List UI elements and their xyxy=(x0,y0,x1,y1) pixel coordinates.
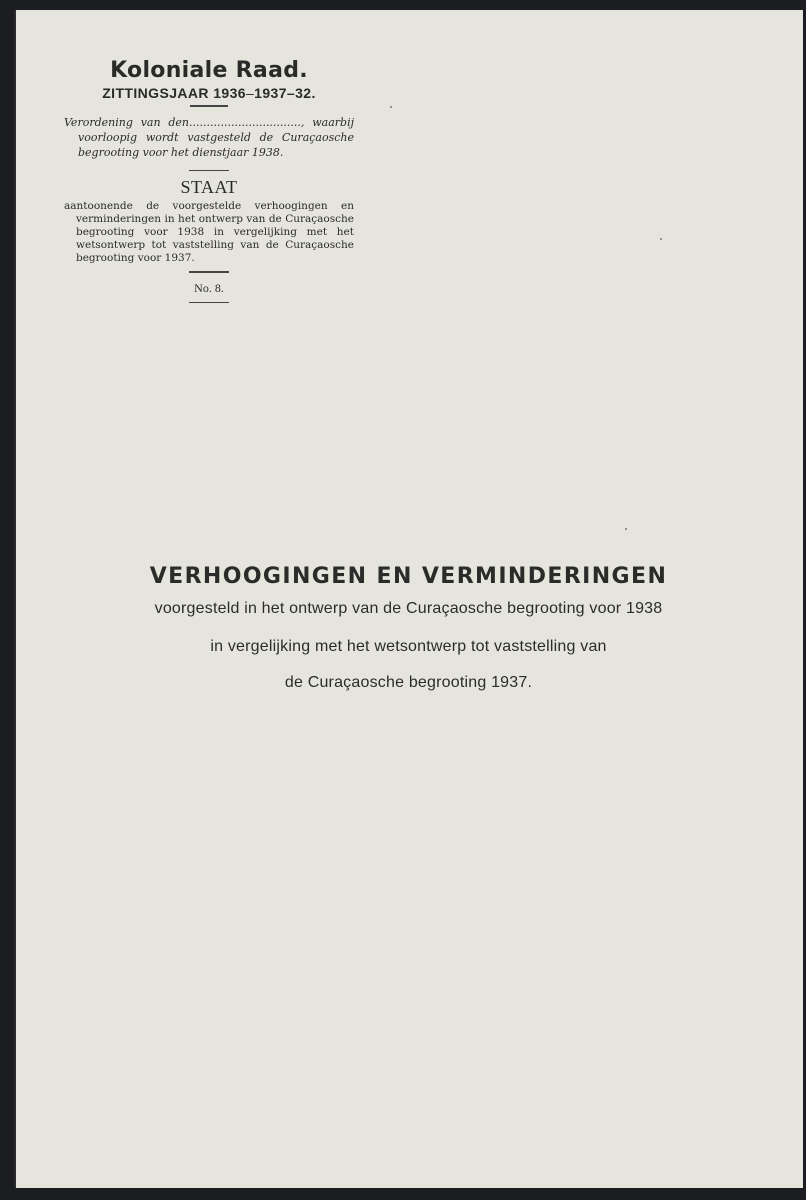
divider-rule xyxy=(189,271,229,273)
divider-rule xyxy=(189,170,229,172)
divider-rule xyxy=(189,302,229,304)
session-rest: 1937–32. xyxy=(254,85,316,101)
paper-speck xyxy=(625,528,627,530)
header-block xyxy=(64,58,354,303)
paper-speck xyxy=(660,238,662,240)
session-dash: – xyxy=(245,85,255,101)
ordinance-text: Verordening van den................................, waarbij voorloopig wordt vastgesteld de Curaçaosche begrooting voor het dienstjaar 1938. xyxy=(64,115,354,159)
page-left-edge xyxy=(14,10,16,1188)
divider-rule xyxy=(190,105,228,107)
document-page xyxy=(14,10,803,1188)
statement-title: STAAT xyxy=(180,177,238,197)
main-title: VERHOOGINGEN EN VERMINDERINGEN xyxy=(149,564,668,589)
subtitle-line-1: voorgesteld in het ontwerp van de Curaçaosche begrooting voor 1938 xyxy=(154,600,663,617)
subtitle-line-2: in vergelijking met het wetsontwerp tot vaststelling van xyxy=(210,638,607,655)
statement-description: aantoonende de voorgestelde verhoogingen en verminderingen in het ontwerp van de Curaçaosche begrooting voor 1938 in vergelijking met het wetsontwerp tot vaststelling van de Curaçaosche begrooting voor 1937. xyxy=(64,200,354,264)
council-title: Koloniale Raad. xyxy=(110,58,308,83)
paper-speck xyxy=(390,106,392,108)
statement-number: No. 8. xyxy=(194,280,224,295)
subtitle-line-3: de Curaçaosche begrooting 1937. xyxy=(284,674,533,691)
session-label: ZITTINGSJAAR 1936 xyxy=(102,85,246,101)
session-year xyxy=(64,85,354,101)
